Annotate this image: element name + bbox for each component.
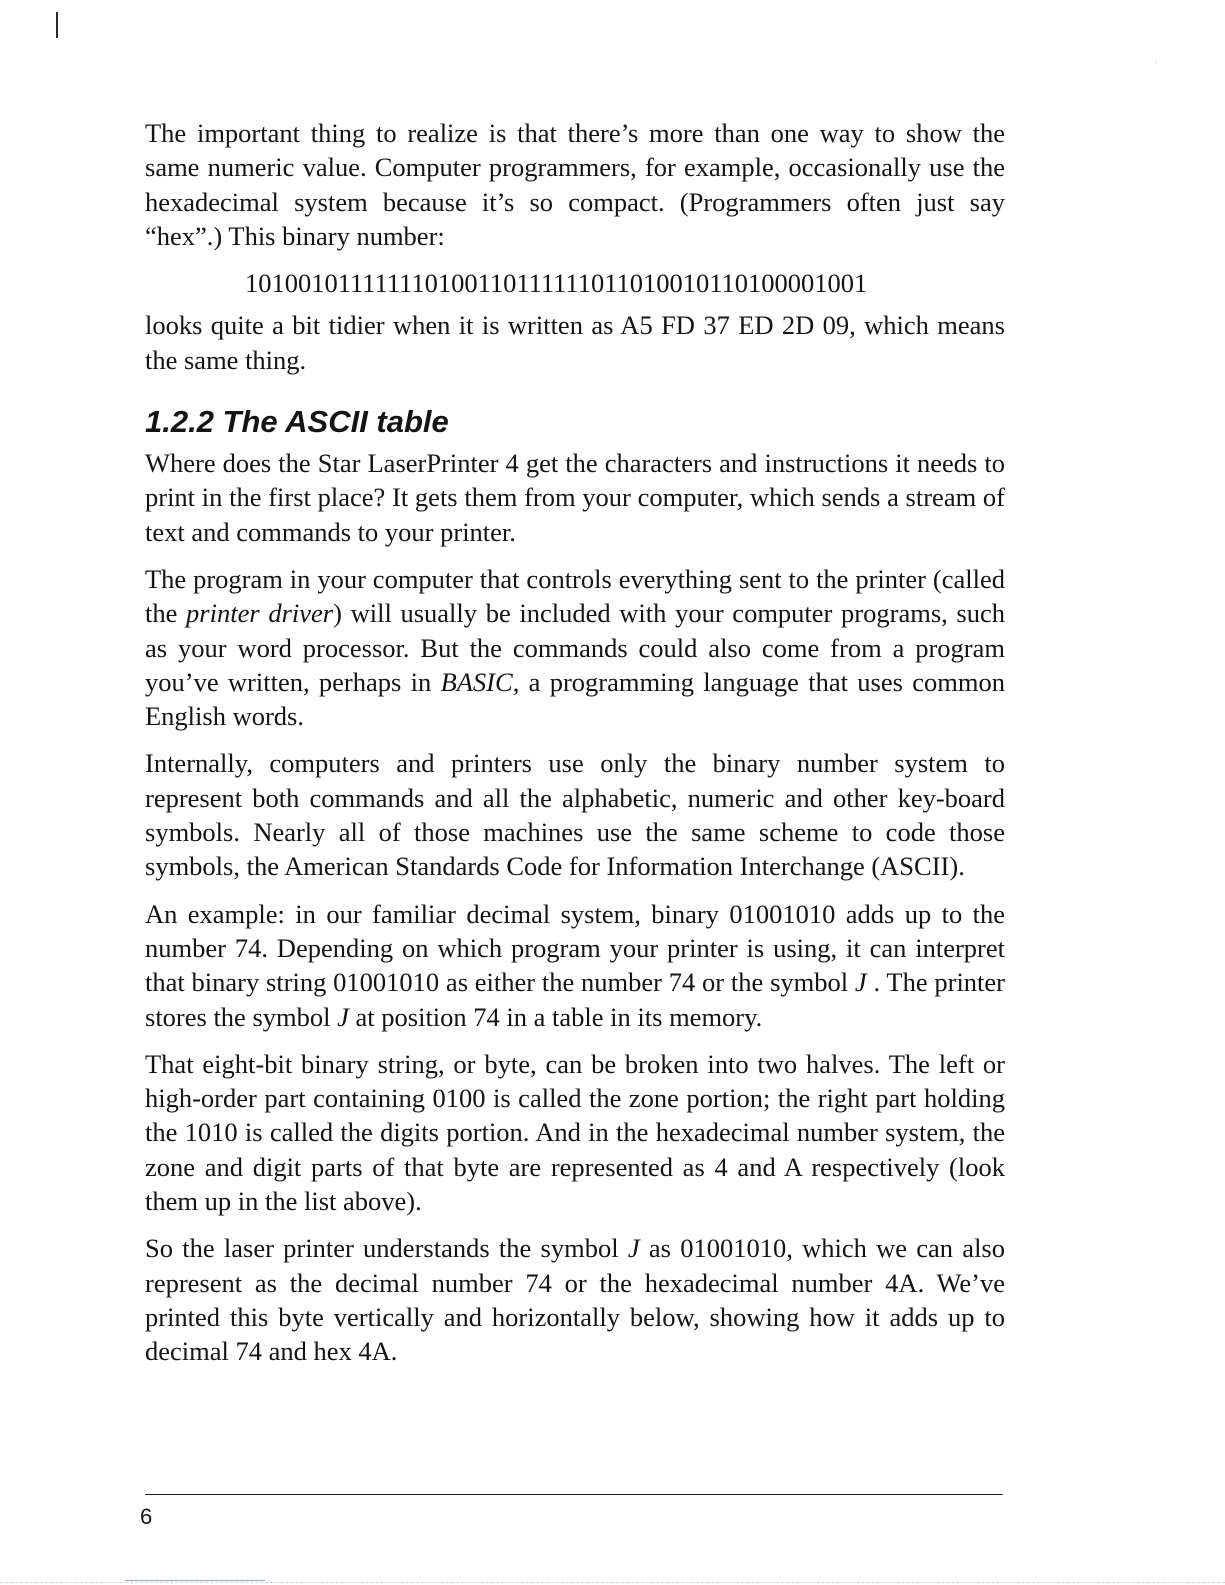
text-run: An example: in our familiar decimal system, binary 01001010 adds up to the number 74. Depending on which program your printer is using, it can interpret that binary string 01001010 as either the number 74 or the symbol bbox=[145, 898, 1005, 998]
text-run: ) will usually be included with your computer programs, such as your word processor. But the commands could also come from a program you’ve written, perhaps in bbox=[145, 598, 1005, 697]
symbol-j: J bbox=[337, 1001, 349, 1032]
page-number: 6 bbox=[140, 1504, 153, 1529]
binary-example-paragraph bbox=[145, 897, 1005, 1034]
binary-number-example: 101001011111110100110111111011010010110100001001 bbox=[245, 268, 868, 299]
text-run: at position 74 in a table in its memory. bbox=[348, 1001, 763, 1032]
byte-summary-paragraph bbox=[145, 1231, 1005, 1368]
term-printer-driver: printer driver bbox=[186, 598, 334, 629]
intro-paragraph: The important thing to realize is that there’s more than one way to show the same numeric value. Computer programmers, for example, occasionally use the hexadecimal system because it’s so compact. (Programmers often just say “hex”.) This binary number: bbox=[145, 118, 1005, 251]
text-run: The program in your computer that controls everything sent to the printer (called the bbox=[145, 563, 1005, 629]
symbol-j: J bbox=[627, 1233, 640, 1264]
page-body bbox=[145, 116, 1005, 1382]
text-run: . The printer stores the symbol bbox=[145, 967, 1006, 1032]
scan-artifact-dot bbox=[1155, 62, 1156, 63]
symbol-j: J bbox=[854, 967, 867, 998]
term-basic: BASIC bbox=[440, 666, 513, 697]
byte-halves-paragraph: That eight-bit binary string, or byte, can be broken into two halves. The left or high-order part containing 0100 is called the zone portion; the right part holding the 1010 is called the digits portion. And in the hexadecimal number system, the zone and digit parts of that byte are represented as 4 and A respectively (look them up in the list above). bbox=[145, 1048, 1005, 1217]
ascii-definition-paragraph: Internally, computers and printers use only the binary number system to represent both commands and all the alphabetic, numeric and other key-board symbols. Nearly all of those machines use the same scheme to code those symbols, the American Standards Code for Information Interchange (ASCII). bbox=[145, 748, 1005, 882]
scan-bottom-edge-mark bbox=[125, 1580, 265, 1581]
footer-rule bbox=[145, 1494, 1003, 1495]
section-heading: 1.2.2 The ASCII table bbox=[145, 404, 449, 440]
text-run: as 01001010, which we can also represent as the decimal number 74 or the hexadecimal number 4A. We’ve printed this byte vertically and horizontally below, showing how it adds up to decimal 74 and hex 4A. bbox=[145, 1233, 1005, 1367]
scan-artifact-mark bbox=[56, 12, 58, 38]
text-run: , a programming language that uses common English words. bbox=[145, 666, 1005, 732]
text-run: So the laser printer understands the symbol bbox=[145, 1233, 628, 1264]
hex-equivalent-paragraph: looks quite a bit tidier when it is written as A5 FD 37 ED 2D 09, which means the same thing. bbox=[145, 310, 1005, 375]
printer-driver-paragraph bbox=[145, 562, 1005, 733]
printer-source-paragraph: Where does the Star LaserPrinter 4 get the characters and instructions it needs to print in the first place? It gets them from your computer, which sends a stream of text and commands to your printer. bbox=[145, 448, 1005, 547]
scan-bottom-edge bbox=[0, 1582, 1225, 1583]
